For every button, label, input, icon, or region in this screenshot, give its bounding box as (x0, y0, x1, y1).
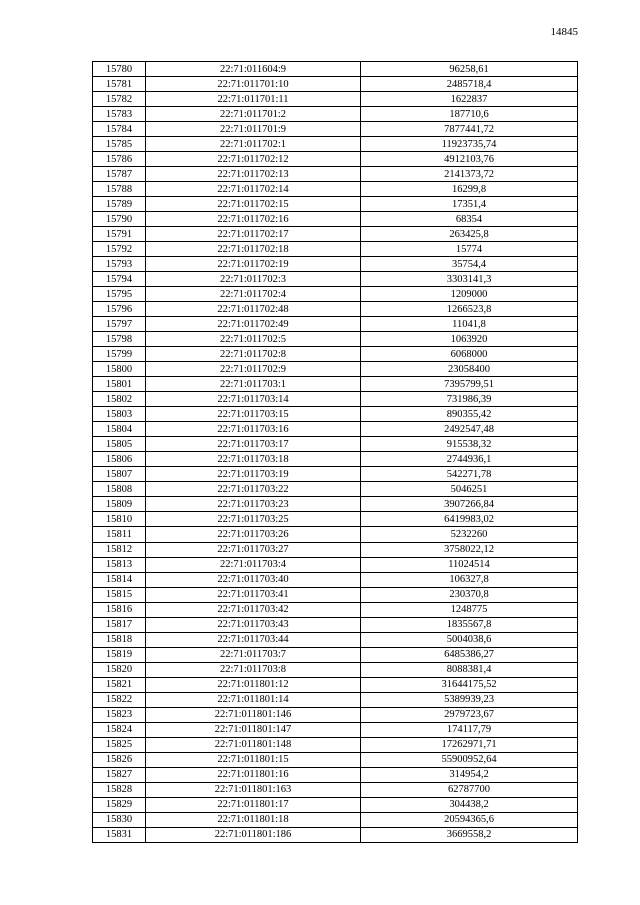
value-cell: 62787700 (361, 782, 578, 797)
cadastral-number-cell: 22:71:011703:14 (146, 392, 361, 407)
table-row (93, 647, 578, 662)
table-row (93, 482, 578, 497)
value-cell: 1209000 (361, 287, 578, 302)
cadastral-number-cell: 22:71:011702:17 (146, 227, 361, 242)
value-cell: 6485386,27 (361, 647, 578, 662)
cadastral-number-cell: 22:71:011702:19 (146, 257, 361, 272)
cadastral-number-cell: 22:71:011702:16 (146, 212, 361, 227)
cadastral-number-cell: 22:71:011801:12 (146, 677, 361, 692)
row-number-cell: 15822 (93, 692, 146, 707)
table-row (93, 677, 578, 692)
cadastral-number-cell: 22:71:011801:18 (146, 812, 361, 827)
cadastral-number-cell: 22:71:011703:8 (146, 662, 361, 677)
table-row (93, 512, 578, 527)
table-row (93, 692, 578, 707)
table-row (93, 782, 578, 797)
value-cell: 16299,8 (361, 182, 578, 197)
cadastral-number-cell: 22:71:011703:18 (146, 452, 361, 467)
row-number-cell: 15800 (93, 362, 146, 377)
value-cell: 106327,8 (361, 572, 578, 587)
row-number-cell: 15827 (93, 767, 146, 782)
cadastral-number-cell: 22:71:011703:16 (146, 422, 361, 437)
value-cell: 23058400 (361, 362, 578, 377)
table-row (93, 722, 578, 737)
table-row (93, 92, 578, 107)
table-row (93, 272, 578, 287)
cadastral-number-cell: 22:71:011801:148 (146, 737, 361, 752)
row-number-cell: 15783 (93, 107, 146, 122)
cadastral-number-cell: 22:71:011703:43 (146, 617, 361, 632)
value-cell: 4912103,76 (361, 152, 578, 167)
value-cell: 915538,32 (361, 437, 578, 452)
cadastral-number-cell: 22:71:011703:1 (146, 377, 361, 392)
table-row (93, 212, 578, 227)
row-number-cell: 15823 (93, 707, 146, 722)
value-cell: 187710,6 (361, 107, 578, 122)
value-cell: 11923735,74 (361, 137, 578, 152)
cadastral-number-cell: 22:71:011801:14 (146, 692, 361, 707)
row-number-cell: 15786 (93, 152, 146, 167)
table-row (93, 467, 578, 482)
row-number-cell: 15791 (93, 227, 146, 242)
value-cell: 2979723,67 (361, 707, 578, 722)
value-cell: 3303141,3 (361, 272, 578, 287)
cadastral-number-cell: 22:71:011702:8 (146, 347, 361, 362)
row-number-cell: 15799 (93, 347, 146, 362)
value-cell: 3758022,12 (361, 542, 578, 557)
row-number-cell: 15794 (93, 272, 146, 287)
table-row (93, 662, 578, 677)
row-number-cell: 15804 (93, 422, 146, 437)
value-cell: 3907266,84 (361, 497, 578, 512)
row-number-cell: 15780 (93, 62, 146, 77)
row-number-cell: 15812 (93, 542, 146, 557)
row-number-cell: 15829 (93, 797, 146, 812)
table-row (93, 737, 578, 752)
row-number-cell: 15825 (93, 737, 146, 752)
cadastral-number-cell: 22:71:011702:12 (146, 152, 361, 167)
row-number-cell: 15813 (93, 557, 146, 572)
row-number-cell: 15819 (93, 647, 146, 662)
value-cell: 17262971,71 (361, 737, 578, 752)
row-number-cell: 15818 (93, 632, 146, 647)
value-cell: 542271,78 (361, 467, 578, 482)
cadastral-number-cell: 22:71:011702:5 (146, 332, 361, 347)
cadastral-number-cell: 22:71:011702:4 (146, 287, 361, 302)
row-number-cell: 15784 (93, 122, 146, 137)
table-row (93, 107, 578, 122)
data-table (92, 61, 578, 843)
cadastral-number-cell: 22:71:011702:49 (146, 317, 361, 332)
cadastral-number-cell: 22:71:011703:22 (146, 482, 361, 497)
row-number-cell: 15815 (93, 587, 146, 602)
cadastral-number-cell: 22:71:011701:9 (146, 122, 361, 137)
table-row (93, 392, 578, 407)
cadastral-number-cell: 22:71:011703:40 (146, 572, 361, 587)
value-cell: 17351,4 (361, 197, 578, 212)
value-cell: 7877441,72 (361, 122, 578, 137)
cadastral-number-cell: 22:71:011801:17 (146, 797, 361, 812)
cadastral-number-cell: 22:71:011703:15 (146, 407, 361, 422)
value-cell: 890355,42 (361, 407, 578, 422)
table-row (93, 227, 578, 242)
table-row (93, 437, 578, 452)
table-row (93, 317, 578, 332)
table-row (93, 407, 578, 422)
cadastral-number-cell: 22:71:011801:16 (146, 767, 361, 782)
row-number-cell: 15824 (93, 722, 146, 737)
row-number-cell: 15831 (93, 827, 146, 842)
value-cell: 31644175,52 (361, 677, 578, 692)
table-row (93, 767, 578, 782)
row-number-cell: 15790 (93, 212, 146, 227)
row-number-cell: 15811 (93, 527, 146, 542)
table-row (93, 422, 578, 437)
cadastral-number-cell: 22:71:011703:23 (146, 497, 361, 512)
row-number-cell: 15821 (93, 677, 146, 692)
value-cell: 263425,8 (361, 227, 578, 242)
value-cell: 8088381,4 (361, 662, 578, 677)
table-row (93, 332, 578, 347)
table-row (93, 77, 578, 92)
value-cell: 5389939,23 (361, 692, 578, 707)
cadastral-number-cell: 22:71:011701:2 (146, 107, 361, 122)
cadastral-number-cell: 22:71:011801:163 (146, 782, 361, 797)
row-number-cell: 15816 (93, 602, 146, 617)
row-number-cell: 15817 (93, 617, 146, 632)
row-number-cell: 15796 (93, 302, 146, 317)
value-cell: 314954,2 (361, 767, 578, 782)
value-cell: 2141373,72 (361, 167, 578, 182)
cadastral-number-cell: 22:71:011703:42 (146, 602, 361, 617)
row-number-cell: 15802 (93, 392, 146, 407)
cadastral-number-cell: 22:71:011702:13 (146, 167, 361, 182)
cadastral-number-cell: 22:71:011703:26 (146, 527, 361, 542)
row-number-cell: 15808 (93, 482, 146, 497)
row-number-cell: 15797 (93, 317, 146, 332)
table-row (93, 632, 578, 647)
table-row (93, 122, 578, 137)
row-number-cell: 15810 (93, 512, 146, 527)
value-cell: 1622837 (361, 92, 578, 107)
row-number-cell: 15806 (93, 452, 146, 467)
cadastral-number-cell: 22:71:011703:4 (146, 557, 361, 572)
table-row (93, 452, 578, 467)
row-number-cell: 15830 (93, 812, 146, 827)
row-number-cell: 15795 (93, 287, 146, 302)
row-number-cell: 15826 (93, 752, 146, 767)
value-cell: 3669558,2 (361, 827, 578, 842)
value-cell: 731986,39 (361, 392, 578, 407)
row-number-cell: 15820 (93, 662, 146, 677)
value-cell: 1835567,8 (361, 617, 578, 632)
value-cell: 11024514 (361, 557, 578, 572)
row-number-cell: 15807 (93, 467, 146, 482)
value-cell: 96258,61 (361, 62, 578, 77)
row-number-cell: 15828 (93, 782, 146, 797)
table-row (93, 542, 578, 557)
cadastral-number-cell: 22:71:011703:44 (146, 632, 361, 647)
cadastral-number-cell: 22:71:011702:48 (146, 302, 361, 317)
row-number-cell: 15809 (93, 497, 146, 512)
row-number-cell: 15798 (93, 332, 146, 347)
table-row (93, 167, 578, 182)
value-cell: 230370,8 (361, 587, 578, 602)
table-row (93, 362, 578, 377)
table-row (93, 572, 578, 587)
table-row (93, 182, 578, 197)
table-row (93, 347, 578, 362)
cadastral-number-cell: 22:71:011702:18 (146, 242, 361, 257)
table-row (93, 557, 578, 572)
cadastral-number-cell: 22:71:011703:25 (146, 512, 361, 527)
table-row (93, 602, 578, 617)
value-cell: 7395799,51 (361, 377, 578, 392)
value-cell: 1063920 (361, 332, 578, 347)
table-row (93, 812, 578, 827)
cadastral-number-cell: 22:71:011801:147 (146, 722, 361, 737)
value-cell: 6419983,02 (361, 512, 578, 527)
row-number-cell: 15801 (93, 377, 146, 392)
row-number-cell: 15805 (93, 437, 146, 452)
table-row (93, 827, 578, 842)
cadastral-number-cell: 22:71:011702:14 (146, 182, 361, 197)
cadastral-number-cell: 22:71:011801:146 (146, 707, 361, 722)
row-number-cell: 15814 (93, 572, 146, 587)
cadastral-number-cell: 22:71:011702:15 (146, 197, 361, 212)
cadastral-number-cell: 22:71:011604:9 (146, 62, 361, 77)
row-number-cell: 15788 (93, 182, 146, 197)
row-number-cell: 15793 (93, 257, 146, 272)
row-number-cell: 15789 (93, 197, 146, 212)
row-number-cell: 15803 (93, 407, 146, 422)
table-row (93, 707, 578, 722)
value-cell: 20594365,6 (361, 812, 578, 827)
row-number-cell: 15787 (93, 167, 146, 182)
table-row (93, 197, 578, 212)
cadastral-number-cell: 22:71:011703:41 (146, 587, 361, 602)
value-cell: 2744936,1 (361, 452, 578, 467)
table-row (93, 257, 578, 272)
value-cell: 5004038,6 (361, 632, 578, 647)
value-cell: 5046251 (361, 482, 578, 497)
value-cell: 1266523,8 (361, 302, 578, 317)
table-row (93, 62, 578, 77)
table-body (93, 62, 578, 843)
table-row (93, 137, 578, 152)
cadastral-number-cell: 22:71:011703:7 (146, 647, 361, 662)
row-number-cell: 15781 (93, 77, 146, 92)
value-cell: 15774 (361, 242, 578, 257)
value-cell: 1248775 (361, 602, 578, 617)
row-number-cell: 15785 (93, 137, 146, 152)
cadastral-number-cell: 22:71:011703:17 (146, 437, 361, 452)
cadastral-number-cell: 22:71:011801:186 (146, 827, 361, 842)
table-row (93, 797, 578, 812)
cadastral-number-cell: 22:71:011703:27 (146, 542, 361, 557)
table-row (93, 527, 578, 542)
cadastral-number-cell: 22:71:011701:10 (146, 77, 361, 92)
value-cell: 304438,2 (361, 797, 578, 812)
cadastral-number-cell: 22:71:011701:11 (146, 92, 361, 107)
value-cell: 6068000 (361, 347, 578, 362)
table-row (93, 302, 578, 317)
table-row (93, 587, 578, 602)
value-cell: 55900952,64 (361, 752, 578, 767)
table-row (93, 287, 578, 302)
cadastral-number-cell: 22:71:011702:1 (146, 137, 361, 152)
value-cell: 68354 (361, 212, 578, 227)
value-cell: 174117,79 (361, 722, 578, 737)
page-number: 14845 (550, 26, 578, 38)
value-cell: 2492547,48 (361, 422, 578, 437)
value-cell: 2485718,4 (361, 77, 578, 92)
row-number-cell: 15782 (93, 92, 146, 107)
cadastral-number-cell: 22:71:011702:3 (146, 272, 361, 287)
table-row (93, 377, 578, 392)
value-cell: 5232260 (361, 527, 578, 542)
value-cell: 35754,4 (361, 257, 578, 272)
cadastral-number-cell: 22:71:011801:15 (146, 752, 361, 767)
table-row (93, 497, 578, 512)
table-row (93, 152, 578, 167)
cadastral-number-cell: 22:71:011702:9 (146, 362, 361, 377)
value-cell: 11041,8 (361, 317, 578, 332)
cadastral-number-cell: 22:71:011703:19 (146, 467, 361, 482)
table-row (93, 752, 578, 767)
table-row (93, 617, 578, 632)
row-number-cell: 15792 (93, 242, 146, 257)
table-row (93, 242, 578, 257)
